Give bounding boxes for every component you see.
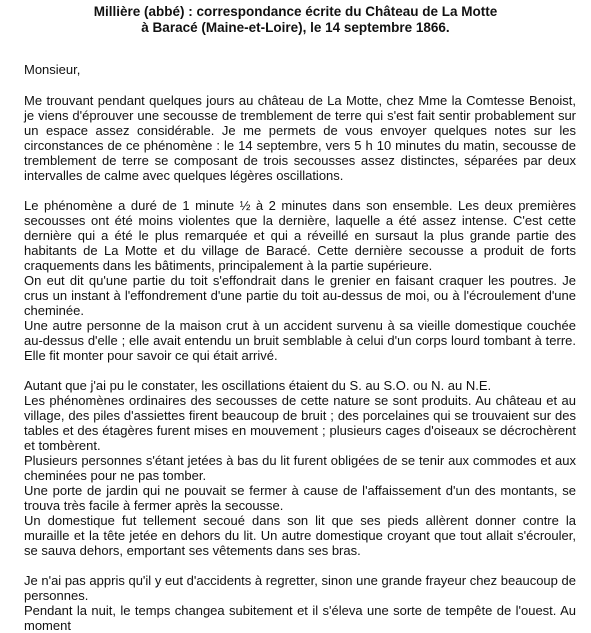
letter-body xyxy=(24,62,576,633)
title-line-1: Millière (abbé) : correspondance écrite du Château de La Motte xyxy=(93,4,498,19)
paragraph-4: Une autre personne de la maison crut à un accident survenu à sa vieille domestique couchée au-dessus d'elle ; elle avait entendu un bruit semblable à celui d'un corps lourd tombant à terre. Elle fit monter pour savoir ce qui était arrivé. xyxy=(24,318,576,363)
paragraph-1: Me trouvant pendant quelques jours au château de La Motte, chez Mme la Comtesse Benoist, je viens d'éprouver une secousse de tremblement de terre qui s'est fait sentir probablement sur un espace assez considérable. Je me permets de vous envoyer quelques notes sur les circonstances de ce phénomène : le 14 septembre, vers 5 h 10 minutes du matin, secousse de tremblement de terre se composant de trois secousses assez distinctes, séparées par deux intervalles de calme avec quelques légères oscillations. xyxy=(24,93,576,183)
paragraph-8: Une porte de jardin qui ne pouvait se fermer à cause de l'affaissement d'un des montants, se trouva très facile à fermer après la secousse. xyxy=(24,483,576,513)
title-line-2: à Baracé (Maine-et-Loire), le 14 septembre 1866. xyxy=(141,20,450,35)
document-title xyxy=(0,4,591,36)
paragraph-3: On eut dit qu'une partie du toit s'effondrait dans le grenier en faisant craquer les poutres. Je crus un instant à l'effondrement d'une partie du toit au-dessus de moi, ou à l'écroulement d'une cheminée. xyxy=(24,273,576,318)
paragraph-5: Autant que j'ai pu le constater, les oscillations étaient du S. au S.O. ou N. au N.E. xyxy=(24,378,492,393)
salutation: Monsieur, xyxy=(24,62,81,77)
paragraph-10: Je n'ai pas appris qu'il y eut d'accidents à regretter, sinon une grande frayeur chez beaucoup de personnes. xyxy=(24,573,576,603)
paragraph-11: Pendant la nuit, le temps changea subitement et il s'éleva une sorte de tempête de l'ouest. Au moment xyxy=(24,603,576,633)
paragraph-9: Un domestique fut tellement secoué dans son lit que ses pieds allèrent donner contre la muraille et la tête jetée en dehors du lit. Un autre domestique croyant que tout allait s'écrouler, se sauva dehors, emportant ses vêtements dans ses bras. xyxy=(24,513,576,558)
paragraph-6: Les phénomènes ordinaires des secousses de cette nature se sont produits. Au château et au village, des piles d'assiettes firent beaucoup de bruit ; des porcelaines qui se trouvaient sur des tables et des étagères furent mises en mouvement ; plusieurs cages d'oiseaux se décrochèrent et tombèrent. xyxy=(24,393,576,453)
paragraph-7: Plusieurs personnes s'étant jetées à bas du lit furent obligées de se tenir aux commodes et aux cheminées pour ne pas tomber. xyxy=(24,453,576,483)
paragraph-2: Le phénomène a duré de 1 minute ½ à 2 minutes dans son ensemble. Les deux premières secousses ont été moins violentes que la dernière, laquelle a été assez intense. C'est cette dernière qui a été le plus remarquée et qui a réveillé en sursaut la plus grande partie des habitants de La Motte et du village de Baracé. Cette dernière secousse a produit de forts craquements dans les bâtiments, principalement à la partie supérieure. xyxy=(24,198,576,273)
